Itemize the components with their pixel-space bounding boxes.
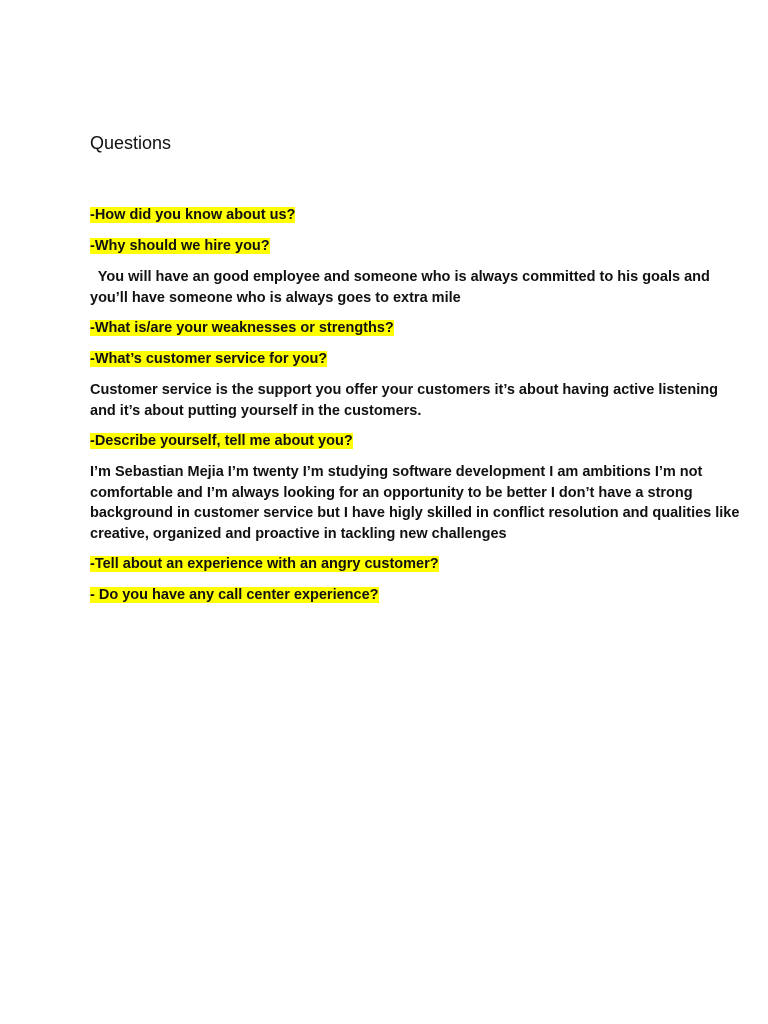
answer-line: creative, organized and proactive in tackling new challenges xyxy=(90,525,507,542)
question-call-center xyxy=(90,585,379,606)
document-title: Questions xyxy=(90,133,172,153)
question-customer-service xyxy=(90,349,327,370)
question-text: - Do you have any call center experience? xyxy=(90,587,379,603)
question-text: -Why should we hire you? xyxy=(90,238,270,254)
answer-line: and it’s about putting yourself in the customers. xyxy=(90,402,422,419)
question-weaknesses-strengths xyxy=(90,318,394,339)
question-how-did-you-know xyxy=(90,205,295,226)
answer-line: you’ll have someone who is always goes to extra mile xyxy=(90,289,461,306)
answer-describe-yourself xyxy=(90,462,740,544)
answer-why-hire xyxy=(90,267,710,308)
answer-line: I’m Sebastian Mejia I’m twenty I’m studying software development I am ambitions I’m not xyxy=(90,464,703,480)
question-why-hire xyxy=(90,236,270,257)
question-text: -Tell about an experience with an angry customer? xyxy=(90,556,439,572)
question-text: -Describe yourself, tell me about you? xyxy=(90,433,353,449)
answer-line: comfortable and I’m always looking for an opportunity to be better I don’t have a strong xyxy=(90,484,693,501)
question-describe-yourself xyxy=(90,431,353,452)
answer-line: Customer service is the support you offer your customers it’s about having active listening xyxy=(90,382,718,398)
question-text: -How did you know about us? xyxy=(90,207,296,223)
answer-line: You will have an good employee and someone who is always committed to his goals and xyxy=(90,269,710,285)
question-text: -What’s customer service for you? xyxy=(90,351,328,367)
question-text: -What is/are your weaknesses or strengths? xyxy=(90,320,394,336)
answer-customer-service xyxy=(90,380,718,421)
answer-line: background in customer service but I have higly skilled in conflict resolution and qualities like xyxy=(90,505,740,521)
question-angry-customer xyxy=(90,554,439,575)
